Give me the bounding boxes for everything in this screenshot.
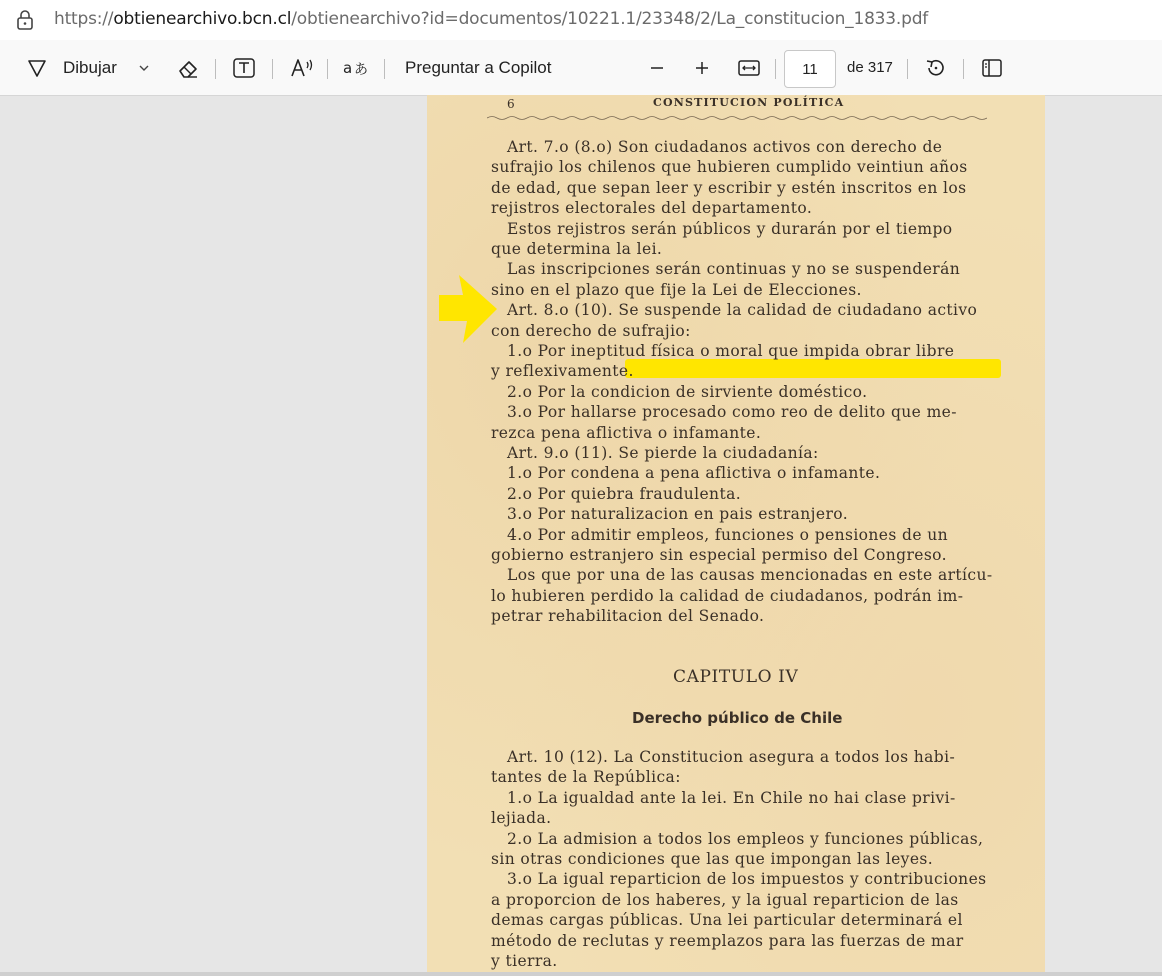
text-line: a proporcion de los haberes, y la igual reparticion de las	[491, 890, 959, 909]
text-line: lejiada.	[491, 809, 552, 828]
fit-width-button[interactable]	[737, 40, 761, 95]
translate-icon	[342, 57, 370, 79]
text-line: que determina la lei.	[491, 240, 663, 258]
text-line: 2.o Por quiebra fraudulenta.	[507, 484, 742, 503]
text-line: y reflexivamente.	[491, 362, 634, 381]
page-view-icon	[980, 57, 1004, 79]
add-text-button[interactable]	[232, 40, 256, 95]
bottom-edge	[0, 972, 1162, 976]
text-line: Estos rejistros serán públicos y durarán por el tiempo	[507, 219, 953, 238]
text-line: 4.o Por admitir empleos, funciones o pensiones de un	[507, 525, 949, 544]
text-line: Las inscripciones serán continuas y no se suspenderán	[507, 260, 961, 279]
chapter-heading: CAPITULO IV	[673, 667, 799, 687]
text-line: de edad, que sepan leer y escribir y estén inscritos en los	[491, 178, 967, 197]
chapter-subtitle: Derecho público de Chile	[632, 709, 843, 727]
lock-icon[interactable]	[16, 10, 34, 30]
draw-button[interactable]	[26, 40, 151, 95]
url-prefix: https://	[54, 9, 114, 29]
toolbar-separator	[327, 59, 328, 79]
text-line: tantes de la República:	[491, 768, 681, 787]
url-path: /obtienearchivo?id=documentos/10221.1/23348/2/La_constitucion_1833.pdf	[291, 9, 929, 29]
minus-icon	[648, 59, 666, 77]
page-view-button[interactable]	[980, 40, 1004, 95]
page-total: de 317	[847, 59, 893, 76]
pdf-page	[427, 95, 1045, 976]
text-line: 2.o Por la condicion de sirviente doméstico.	[507, 382, 868, 401]
text-line: Art. 7.o (8.o) Son ciudadanos activos con derecho de	[507, 138, 943, 156]
text-line: Art. 9.o (11). Se pierde la ciudadanía:	[507, 444, 819, 462]
fit-width-icon	[737, 58, 761, 78]
read-aloud-icon	[289, 57, 315, 79]
url-host: obtienearchivo.bcn.cl	[113, 9, 292, 29]
text-line: 1.o La igualdad ante la lei. En Chile no hai clase privi-	[507, 788, 956, 807]
draw-label: Dibujar	[63, 57, 117, 77]
text-line: 1.o Por condena a pena aflictiva o infamante.	[507, 464, 881, 483]
running-header: CONSTITUCION POLÍTICA	[653, 96, 845, 109]
svg-text:a: a	[343, 58, 353, 77]
text-line: 3.o La igual reparticion de los impuestos y contribuciones	[507, 870, 987, 889]
svg-text:あ: あ	[354, 61, 368, 78]
url-text[interactable]	[54, 9, 928, 29]
text-line: lo hubieren perdido la calidad de ciudadanos, podrán im-	[491, 586, 964, 605]
text-line: sino en el plazo que fije la Lei de Elecciones.	[491, 280, 862, 299]
text-line: 3.o Por hallarse procesado como reo de delito que me-	[507, 403, 957, 422]
page-number: 6	[507, 97, 516, 111]
text-line: demas cargas públicas. Una lei particular determinará el	[491, 911, 963, 930]
text-line: con derecho de sufrajio:	[491, 321, 691, 340]
text-box-icon	[232, 57, 256, 79]
text-line: sin otras condiciones que las que impongan las leyes.	[491, 850, 934, 868]
plus-icon	[693, 59, 711, 77]
text-line: 3.o Por naturalizacion en pais estranjero.	[507, 505, 849, 524]
text-line: sufrajio los chilenos que hubieren cumplido veintiun años	[491, 158, 968, 177]
draw-icon	[26, 57, 48, 79]
text-line: 1.o Por ineptitud física o moral que impida obrar libre	[507, 342, 955, 360]
highlight-stroke	[625, 359, 1001, 378]
toolbar-separator	[907, 59, 908, 79]
text-line: Art. 8.o (10). Se suspende la calidad de ciudadano activo	[507, 301, 978, 320]
read-aloud-button[interactable]	[289, 40, 315, 95]
eraser-icon	[176, 57, 200, 79]
text-line: rezca pena aflictiva o infamante.	[491, 423, 762, 442]
text-line: Los que por una de las causas mencionadas en este artícu-	[507, 566, 993, 585]
text-line: Art. 10 (12). La Constitucion asegura a todos los habi-	[507, 748, 956, 766]
header-rule	[487, 115, 987, 121]
text-line: y tierra.	[491, 952, 558, 970]
text-line: rejistros electorales del departamento.	[491, 199, 813, 218]
zoom-in-button[interactable]	[693, 40, 711, 95]
page-number-input[interactable]: 11	[784, 50, 836, 88]
toolbar-separator	[384, 59, 385, 79]
toolbar-separator	[775, 59, 776, 79]
chevron-down-icon[interactable]	[137, 61, 151, 75]
text-line: petrar rehabilitacion del Senado.	[491, 607, 765, 626]
rotate-icon	[924, 57, 948, 79]
erase-button[interactable]	[176, 40, 200, 95]
copilot-button[interactable]	[405, 40, 551, 95]
copilot-label: Preguntar a Copilot	[405, 57, 552, 77]
toolbar-separator	[272, 59, 273, 79]
text-line: 2.o La admision a todos los empleos y funciones públicas,	[507, 829, 984, 848]
zoom-out-button[interactable]	[648, 40, 666, 95]
translate-button[interactable]	[342, 40, 370, 95]
text-line: método de reclutas y reemplazos para las fuerzas de mar	[491, 931, 964, 950]
rotate-button[interactable]	[924, 40, 948, 95]
address-bar[interactable]	[0, 0, 1162, 40]
toolbar-separator	[215, 59, 216, 79]
pdf-toolbar	[0, 40, 1162, 96]
toolbar-separator	[963, 59, 964, 79]
text-line: gobierno estranjero sin especial permiso del Congreso.	[491, 546, 947, 564]
